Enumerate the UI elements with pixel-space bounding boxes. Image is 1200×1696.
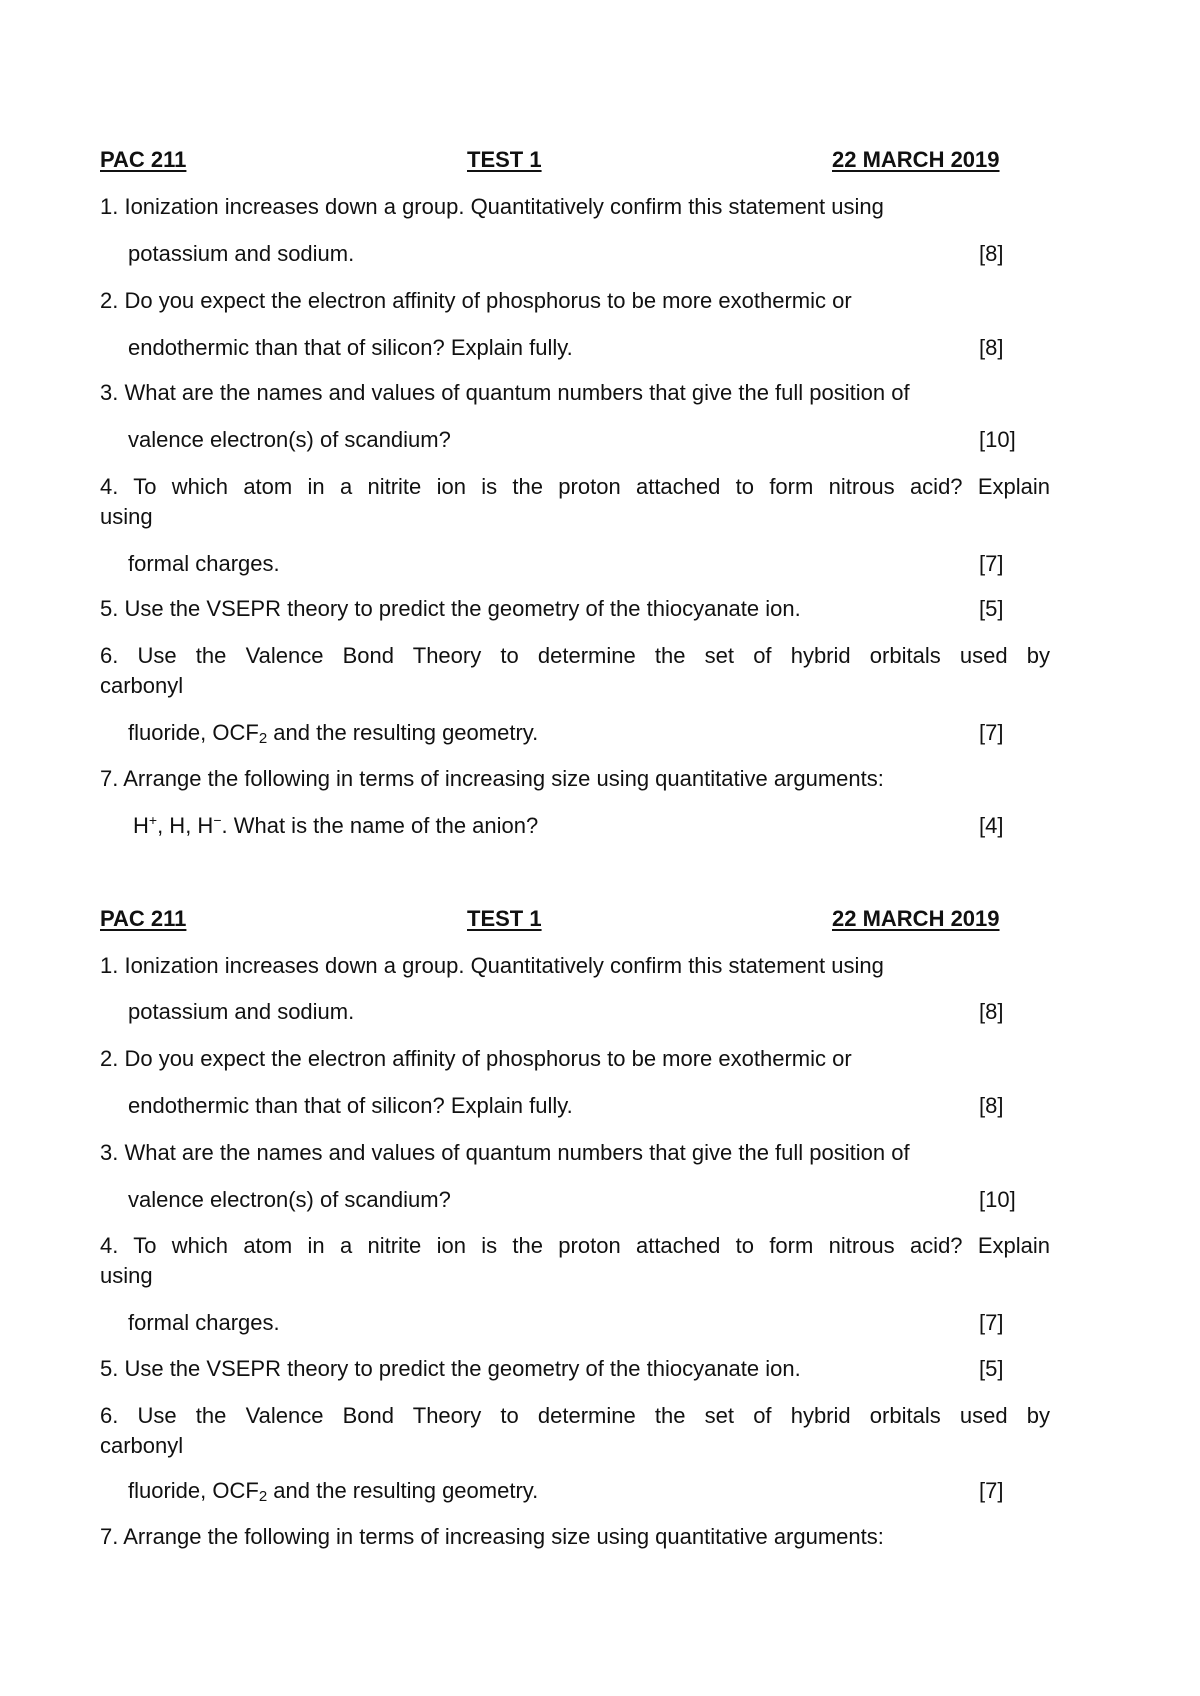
question-6-line-2: [128, 720, 538, 746]
question-4-marks: [7]: [979, 551, 1004, 576]
question-1-line-1: 1. Ionization increases down a group. Quantitatively confirm this statement using: [100, 194, 884, 219]
question-5-marks: [5]: [979, 596, 1004, 621]
question-1-line-2: potassium and sodium.: [128, 241, 355, 266]
question-1-line-1: 1. Ionization increases down a group. Quantitatively confirm this statement using: [100, 953, 884, 978]
question-1-marks: [8]: [979, 999, 1004, 1024]
question-4-line-1-wrap: using: [100, 504, 153, 529]
question-6-line-1-wrap: carbonyl: [100, 673, 184, 698]
course-code: PAC 211: [100, 147, 187, 172]
test-title: TEST 1: [467, 147, 542, 172]
question-5-line-1: 5. Use the VSEPR theory to predict the geometry of the thiocyanate ion.: [100, 596, 801, 621]
q7-text-post: . What is the name of the anion?: [221, 813, 539, 838]
question-4-line-1-wrap: using: [100, 1263, 153, 1288]
question-2-line-2: endothermic than that of silicon? Explain fully.: [128, 335, 573, 360]
question-6-marks: [7]: [979, 720, 1004, 745]
question-3-line-2: valence electron(s) of scandium?: [128, 1187, 451, 1212]
q6-text-post: and the resulting geometry.: [267, 1478, 539, 1503]
question-6-line-1: 6. Use the Valence Bond Theory to determine the set of hybrid orbitals used by: [100, 1403, 1050, 1428]
q6-text-pre: fluoride, OCF: [128, 720, 259, 745]
question-6-line-1: 6. Use the Valence Bond Theory to determine the set of hybrid orbitals used by: [100, 643, 1050, 668]
q6-text-post: and the resulting geometry.: [267, 720, 539, 745]
question-5-marks: [5]: [979, 1356, 1004, 1381]
question-7-line-1: 7. Arrange the following in terms of increasing size using quantitative arguments:: [100, 1524, 884, 1549]
q7-minus-sign: −: [213, 812, 222, 828]
question-1-line-2: potassium and sodium.: [128, 999, 355, 1024]
question-3-line-1: 3. What are the names and values of quantum numbers that give the full position of: [100, 380, 910, 405]
question-1-marks: [8]: [979, 241, 1004, 266]
course-code: PAC 211: [100, 906, 187, 931]
question-6-marks: [7]: [979, 1478, 1004, 1503]
question-4-marks: [7]: [979, 1310, 1004, 1335]
question-4-line-2: formal charges.: [128, 551, 280, 576]
question-5-line-1: 5. Use the VSEPR theory to predict the geometry of the thiocyanate ion.: [100, 1356, 801, 1381]
question-3-line-2: valence electron(s) of scandium?: [128, 427, 451, 452]
question-3-marks: [10]: [979, 427, 1016, 452]
question-4-line-1: 4. To which atom in a nitrite ion is the proton attached to form nitrous acid? Explain: [100, 1233, 1050, 1258]
question-6-line-2: [128, 1478, 538, 1504]
question-3-marks: [10]: [979, 1187, 1016, 1212]
q6-subscript: 2: [258, 1488, 268, 1505]
question-7-line-1: 7. Arrange the following in terms of increasing size using quantitative arguments:: [100, 766, 884, 791]
question-2-line-2: endothermic than that of silicon? Explain fully.: [128, 1093, 573, 1118]
q6-text-pre: fluoride, OCF: [128, 1478, 259, 1503]
question-2-line-1: 2. Do you expect the electron affinity of phosphorus to be more exothermic or: [100, 1046, 852, 1071]
q7-plus-sign: +: [148, 812, 158, 828]
q7-h-plus: H: [133, 813, 149, 838]
question-7-marks: [4]: [979, 813, 1004, 838]
question-2-marks: [8]: [979, 1093, 1004, 1118]
question-2-marks: [8]: [979, 335, 1004, 360]
question-3-line-1: 3. What are the names and values of quantum numbers that give the full position of: [100, 1140, 910, 1165]
test-title: TEST 1: [467, 906, 542, 931]
question-4-line-2: formal charges.: [128, 1310, 280, 1335]
q7-h-list: , H, H: [157, 813, 214, 838]
test-date: 22 MARCH 2019: [832, 147, 1000, 172]
test-date: 22 MARCH 2019: [832, 906, 1000, 931]
question-4-line-1: 4. To which atom in a nitrite ion is the proton attached to form nitrous acid? Explain: [100, 474, 1050, 499]
question-6-line-1-wrap: carbonyl: [100, 1433, 184, 1458]
q6-subscript: 2: [258, 730, 268, 747]
question-2-line-1: 2. Do you expect the electron affinity of phosphorus to be more exothermic or: [100, 288, 852, 313]
question-7-line-2: [133, 813, 538, 839]
